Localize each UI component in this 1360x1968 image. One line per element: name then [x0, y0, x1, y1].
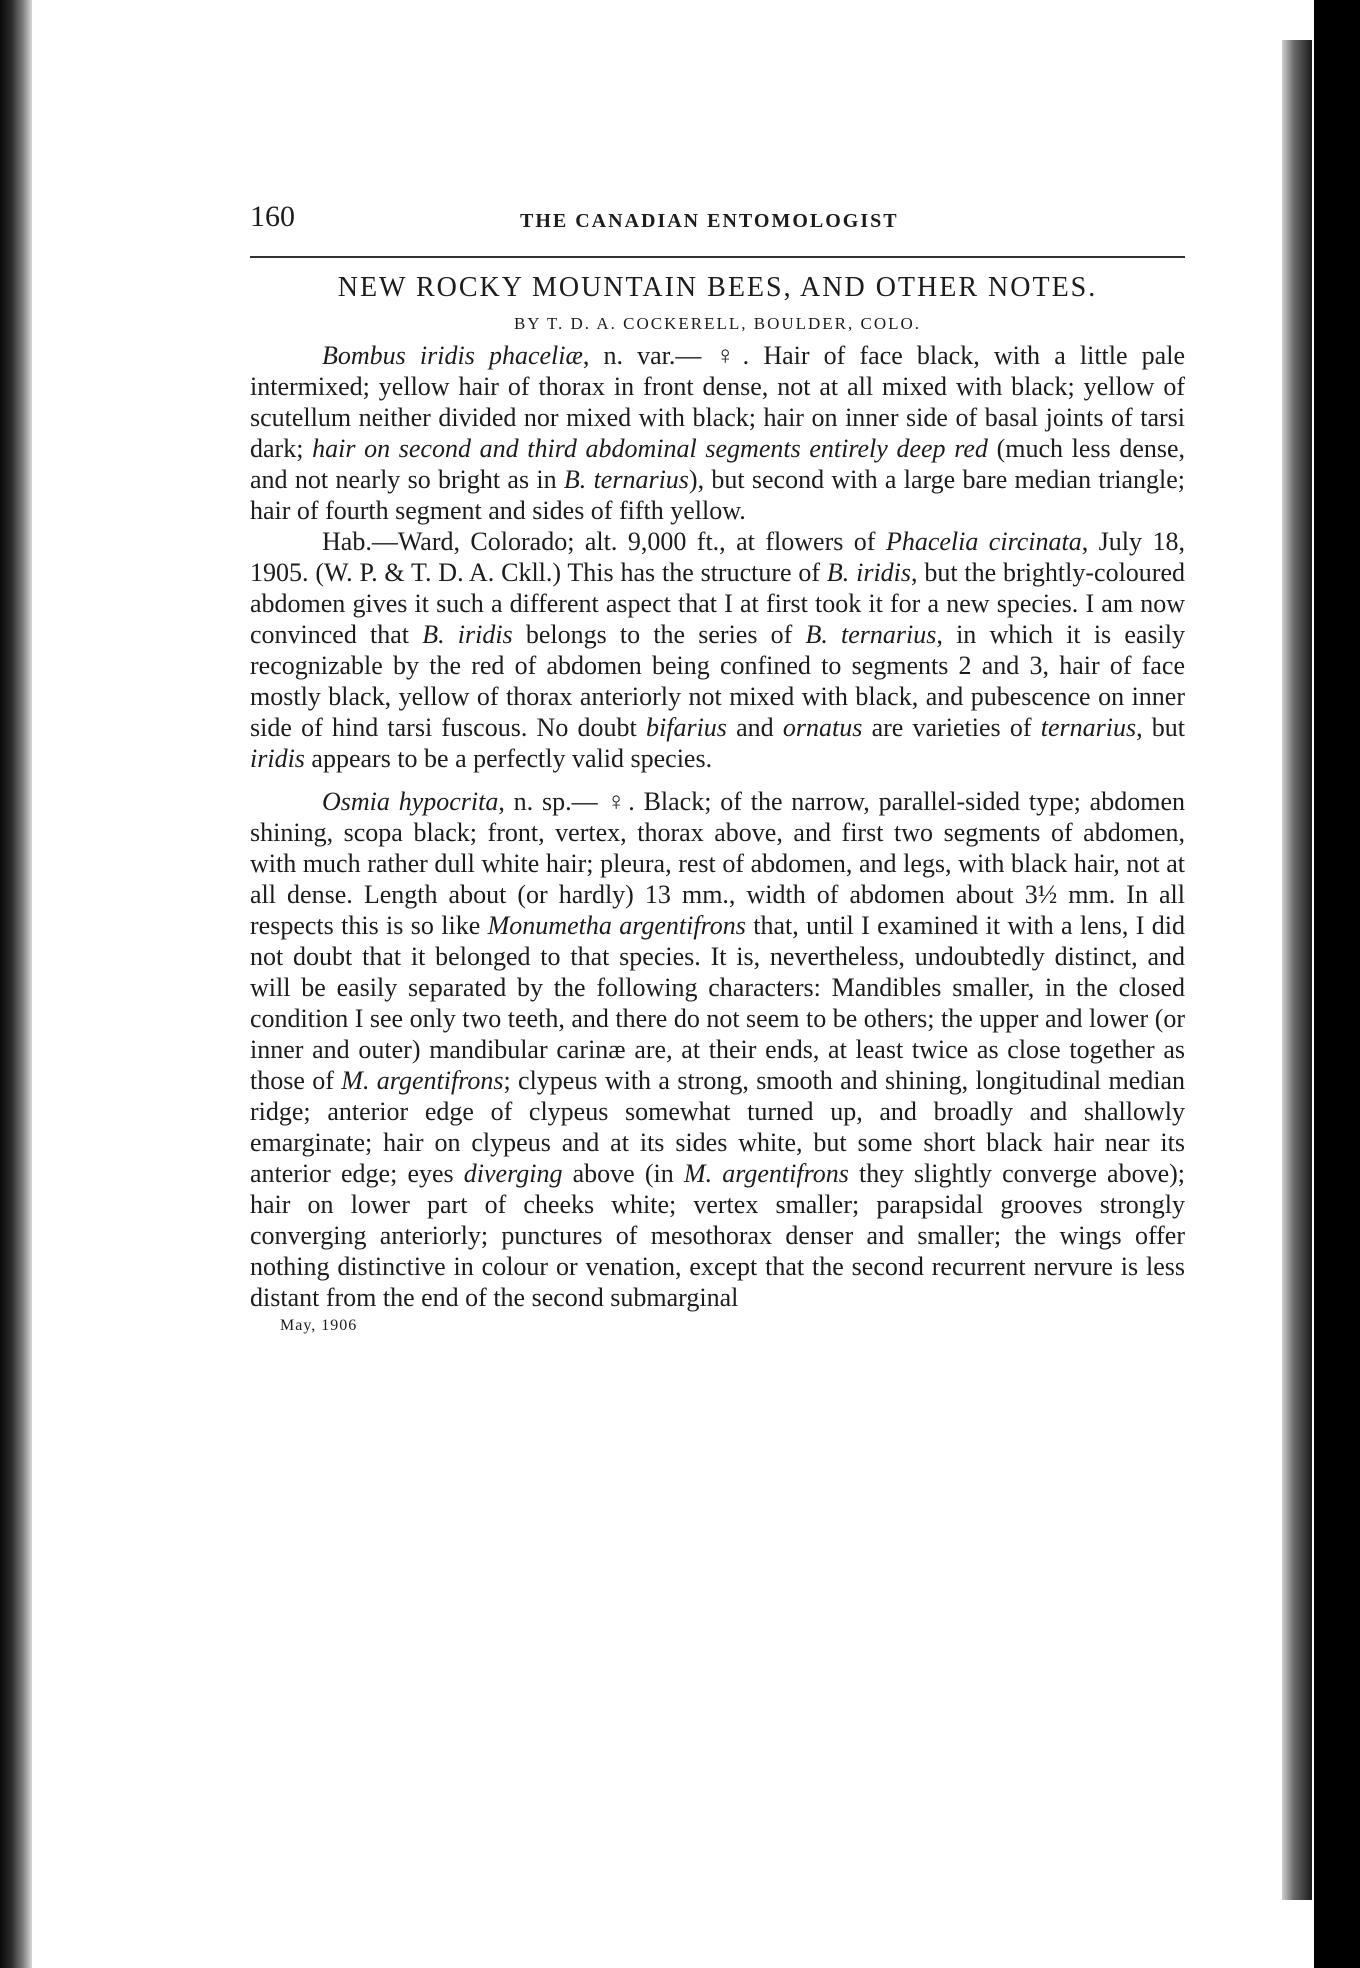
journal-name: THE CANADIAN ENTOMOLOGIST	[520, 210, 899, 232]
paragraph-osmia: Osmia hypocrita, n. sp.— ♀. Black; of the narrow, parallel-sided type; abdomen shining, scopa black; front, vertex, thorax above, and first two segments of abdomen, with much rather dull white hair; pleura, rest of abdomen, and legs, with black hair, not at all dense. Length about (or hardly) 13 mm., width of abdomen about 3½ mm. In all respects this is so like Monumetha argentifrons that, until I examined it with a lens, I did not doubt that it belonged to that species. It is, nevertheless, undoubtedly distinct, and will be easily separated by the following characters: Mandibles smaller, in the closed condition I see only two teeth, and there do not seem to be others; the upper and lower (or inner and outer) mandibular carinæ are, at their ends, at least twice as close together as those of M. argentifrons; clypeus with a strong, smooth and shining, longitudinal median ridge; anterior edge of clypeus somewhat turned up, and broadly and shallowly emarginate; hair on clypeus and at its sides white, but some short black hair near its anterior edge; eyes diverging above (in M. argentifrons they slightly converge above); hair on lower part of cheeks white; vertex smaller; parapsidal grooves strongly converging anteriorly; punctures of mesothorax denser and smaller; the wings offer nothing distinctive in colour or venation, except that the second recurrent nervure is less distant from the end of the second submarginal	[250, 787, 1186, 1312]
species-name: Bombus iridis phaceliæ	[322, 341, 583, 370]
issue-date: May, 1906	[280, 1317, 358, 1334]
page-number: 160	[250, 200, 295, 233]
paragraph-bombus: Bombus iridis phaceliæ, n. var.— ♀. Hair of face black, with a little pale intermixed; yellow hair of thorax in front dense, not at all mixed with black; yellow of scutellum neither divided nor mixed with black; hair on inner side of basal joints of tarsi dark; hair on second and third abdominal segments entirely deep red (much less dense, and not nearly so bright as in B. ternarius), but second with a large bare median triangle; hair of fourth segment and sides of fifth yellow.	[250, 341, 1186, 525]
running-head	[250, 200, 1185, 240]
page-content	[250, 200, 1185, 1335]
article-byline: BY T. D. A. COCKERELL, BOULDER, COLO.	[513, 314, 922, 333]
book-gutter	[0, 0, 32, 1968]
species-name: Osmia hypocrita	[322, 787, 499, 816]
paragraph-habitat: Hab.—Ward, Colorado; alt. 9,000 ft., at flowers of Phacelia circinata, July 18, 1905. (W. P. & T. D. A. Ckll.) This has the structure of B. iridis, but the brightly-coloured abdomen gives it such a different aspect that I at first took it for a new species. I am now convinced that B. iridis belongs to the series of B. ternarius, in which it is easily recognizable by the red of abdomen being confined to segments 2 and 3, hair of face mostly black, yellow of thorax anteriorly not mixed with black, and pubescence on inner side of hind tarsi fuscous. No doubt bifarius and ornatus are varieties of ternarius, but iridis appears to be a perfectly valid species.	[250, 527, 1186, 773]
header-rule	[250, 256, 1185, 258]
article-title: NEW ROCKY MOUNTAIN BEES, AND OTHER NOTES.	[337, 272, 1098, 303]
page-edge-shadow	[1282, 40, 1312, 1900]
